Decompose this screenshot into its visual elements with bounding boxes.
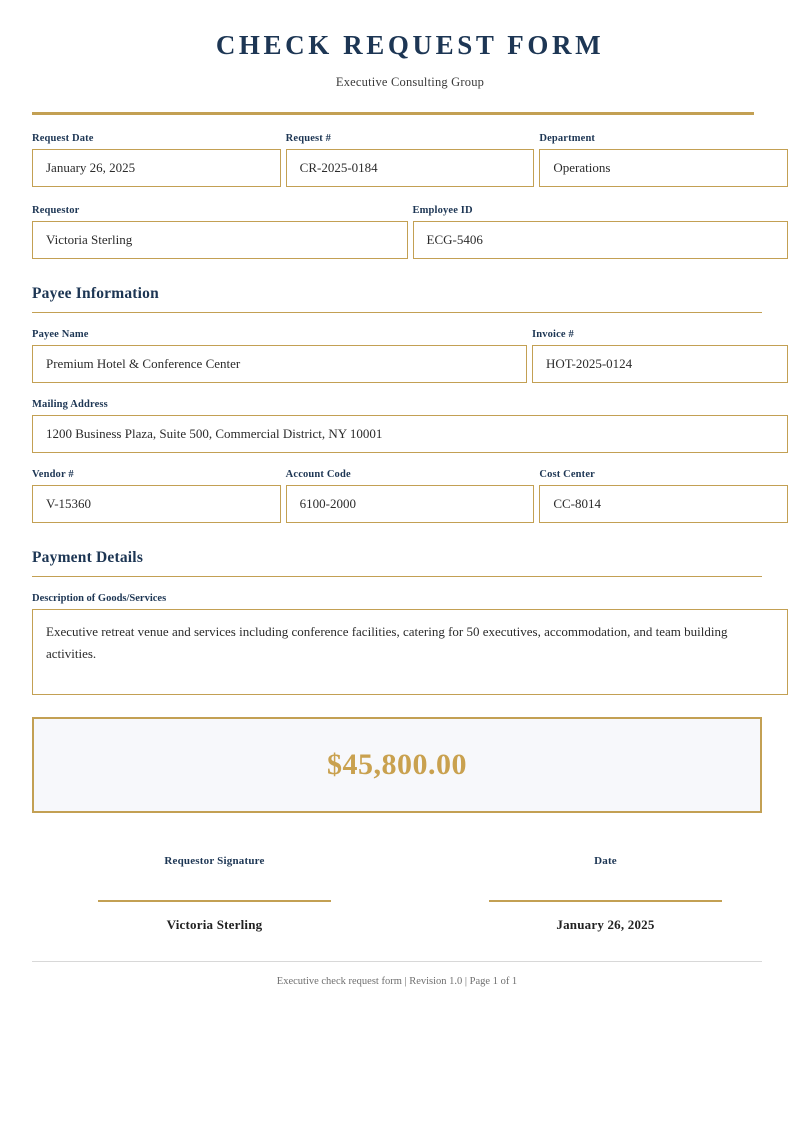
field-value-department[interactable]: Operations <box>539 149 788 187</box>
section-title-payee-information: Payee Information <box>32 285 159 303</box>
payment-details-section <box>32 549 788 577</box>
field-label-request-date: Request Date <box>32 133 94 145</box>
field-value-account-code[interactable]: 6100-2000 <box>286 485 535 523</box>
description-row <box>32 593 788 695</box>
signature-line-requestor[interactable] <box>98 900 331 902</box>
field-label-description: Description of Goods/Services <box>32 593 167 605</box>
field-value-invoice-number[interactable]: HOT-2025-0124 <box>532 345 788 383</box>
field-payee-name <box>32 329 527 383</box>
section-divider-payee <box>32 312 762 313</box>
field-account-code <box>286 469 535 523</box>
signature-label-date: Date <box>594 855 617 868</box>
payee-information-section <box>32 285 788 313</box>
amount-box <box>32 717 762 813</box>
field-cost-center <box>539 469 788 523</box>
document-header <box>32 0 788 90</box>
footer-divider <box>32 961 762 962</box>
signature-block-date <box>423 855 788 933</box>
signature-label-requestor: Requestor Signature <box>164 855 265 868</box>
field-requestor <box>32 205 408 259</box>
payee-name-row <box>32 329 788 383</box>
field-value-payee-name[interactable]: Premium Hotel & Conference Center <box>32 345 527 383</box>
field-vendor-number <box>32 469 281 523</box>
form-content <box>32 0 788 987</box>
field-label-employee-id: Employee ID <box>412 205 473 217</box>
vendor-codes-row <box>32 469 788 523</box>
field-description <box>32 593 788 695</box>
document-footer <box>32 961 788 987</box>
page-title: CHECK REQUEST FORM <box>215 30 605 60</box>
field-label-account-code: Account Code <box>285 469 351 481</box>
section-title-payment-details: Payment Details <box>32 549 144 567</box>
mailing-address-row <box>32 399 788 453</box>
field-label-cost-center: Cost Center <box>539 469 595 481</box>
field-mailing-address <box>32 399 788 453</box>
field-request-number <box>286 133 535 187</box>
field-request-date <box>32 133 281 187</box>
header-divider <box>32 112 754 115</box>
field-value-vendor-number[interactable]: V-15360 <box>32 485 281 523</box>
field-department <box>539 133 788 187</box>
signature-value-date: January 26, 2025 <box>556 917 655 933</box>
section-divider-payment <box>32 576 762 577</box>
signature-name-requestor: Victoria Sterling <box>166 917 263 933</box>
field-value-cost-center[interactable]: CC-8014 <box>539 485 788 523</box>
amount-value: $45,800.00 <box>327 748 467 782</box>
field-label-invoice-number: Invoice # <box>532 329 574 341</box>
signature-row <box>32 855 788 933</box>
signature-spacer <box>397 855 423 933</box>
field-invoice-number <box>532 329 788 383</box>
field-value-request-number[interactable]: CR-2025-0184 <box>286 149 535 187</box>
organization-name: Executive Consulting Group <box>335 75 485 90</box>
field-label-vendor-number: Vendor # <box>32 469 74 481</box>
field-label-department: Department <box>539 133 596 145</box>
request-info-row <box>32 133 788 187</box>
field-label-requestor: Requestor <box>32 205 80 217</box>
field-label-payee-name: Payee Name <box>32 329 89 341</box>
requestor-row <box>32 205 788 259</box>
field-value-request-date[interactable]: January 26, 2025 <box>32 149 281 187</box>
signature-block-requestor <box>32 855 397 933</box>
field-value-requestor[interactable]: Victoria Sterling <box>32 221 408 259</box>
field-employee-id <box>413 205 789 259</box>
field-value-employee-id[interactable]: ECG-5406 <box>413 221 789 259</box>
signature-line-date[interactable] <box>489 900 722 902</box>
field-value-description[interactable]: Executive retreat venue and services including conference facilities, catering for 50 executives, accommodation, and team building activities. <box>32 609 788 695</box>
field-label-request-number: Request # <box>285 133 332 145</box>
footer-text: Executive check request form | Revision 1.0 | Page 1 of 1 <box>276 976 518 988</box>
field-value-mailing-address[interactable]: 1200 Business Plaza, Suite 500, Commercial District, NY 10001 <box>32 415 788 453</box>
field-label-mailing-address: Mailing Address <box>32 399 108 411</box>
